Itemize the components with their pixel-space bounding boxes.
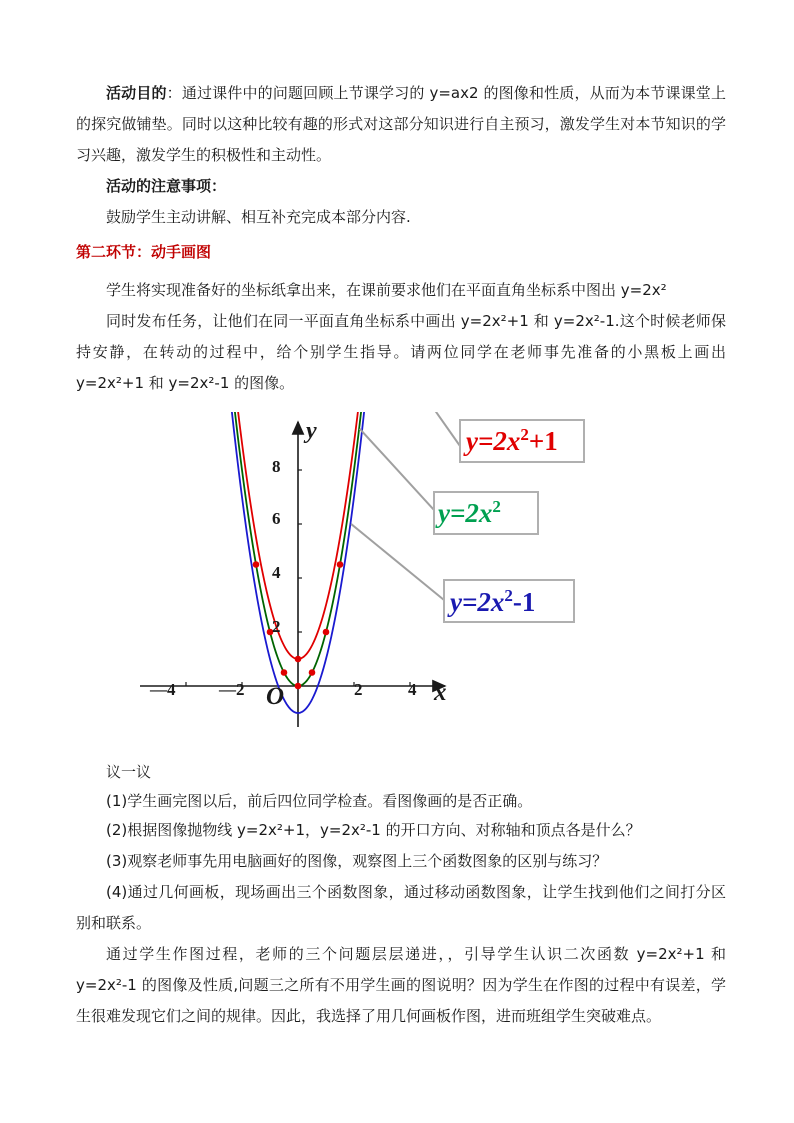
notes-text: 鼓励学生主动讲解、相互补充完成本部分内容. — [106, 208, 411, 226]
label-box-lower — [444, 580, 574, 622]
curve-upper — [221, 412, 369, 659]
notes-label: 活动的注意事项 — [106, 177, 212, 195]
vertex-point — [295, 656, 302, 663]
discussion-title: 议一议 — [106, 763, 152, 781]
label-middle: $y=2x^2$ — [438, 497, 501, 528]
data-point — [295, 683, 302, 690]
label-box-middle — [434, 492, 538, 534]
axes — [140, 422, 445, 727]
x-tick-label-4: 4 — [408, 680, 417, 699]
connector-middle — [360, 429, 434, 510]
data-point — [253, 561, 260, 568]
discussion-q2: (2)根据图像抛物线 y=2x²+1，y=2x²-1 的开口方向、对称轴和顶点各是什么？ — [106, 821, 641, 839]
discussion-q3: (3)观察老师事先用电脑画好的图像，观察图上三个函数图象的区别与练习？ — [106, 852, 608, 870]
discussion-summary: 通过学生作图过程，老师的三个问题层层递进，，引导学生认识二次函数 y=2x²+1 和 y=2x²-1 的图像及性质,问题三之所有不用学生画的图说明？因为学生在作图的过程中有误差，学生很难发现它们之间的规律。因此，我选择了用几何画板作图，进而班组学生突破难点。 — [76, 945, 726, 1025]
connector-lower — [351, 524, 444, 600]
x-tick-label-neg2: —2 — [219, 680, 245, 699]
discussion-q1: (1)学生画完图以后，前后四位同学检查。看图像画的是否正确。 — [106, 792, 533, 810]
section-para-1: 学生将实现准备好的坐标纸拿出来，在课前要求他们在平面直角坐标系中图出 y=2x² — [106, 281, 667, 299]
notes-colon: ： — [211, 177, 227, 195]
label-upper: $y=2x^2+1$ — [466, 425, 558, 456]
y-axis-label: y — [306, 418, 317, 444]
y-tick-label-8: 8 — [272, 457, 281, 476]
curves — [221, 412, 372, 713]
label-lower: $y=2x^2-1$ — [450, 586, 536, 617]
data-point — [323, 629, 330, 636]
label-box-upper — [460, 420, 584, 462]
y-tick-label-2: 2 — [272, 617, 281, 636]
x-tick-label-neg4: —4 — [150, 680, 176, 699]
y-tick-label-4: 4 — [272, 563, 281, 582]
purpose-text: ：通过课件中的问题回顾上节课学习的 y=ax2 的图像和性质，从而为本节课课堂上的探究做铺垫。同时以这种比较有趣的形式对这部分知识进行自主预习，激发学生对本节知识的学习兴趣，激发学生的积极性和主动性。 — [76, 84, 726, 164]
y-tick-label-6: 6 — [272, 509, 281, 528]
connector-upper — [371, 412, 460, 446]
origin-label: O — [266, 683, 285, 710]
data-point — [309, 669, 316, 676]
notes-heading — [76, 171, 726, 202]
purpose-paragraph — [76, 78, 726, 171]
section-para-2: 同时发布任务，让他们在同一平面直角坐标系中画出 y=2x²+1 和 y=2x²-1.这个时候老师保持安静，在转动的过程中，给个别学生指导。请两位同学在老师事先准备的小黑板上画出 y=2x²+1 和 y=2x²-1 的图像。 — [76, 312, 726, 392]
x-tick-label-2: 2 — [354, 680, 363, 699]
x-axis-label: x — [434, 679, 447, 706]
data-point — [337, 561, 344, 568]
purpose-label: 活动目的 — [106, 84, 167, 102]
parabola-figure — [130, 412, 600, 732]
data-point — [281, 669, 288, 676]
section-title: 第二环节：动手画图 — [76, 243, 212, 261]
discussion-q4: (4)通过几何画板，现场画出三个函数图象，通过移动函数图象，让学生找到他们之间打分区别和联系。 — [76, 883, 726, 932]
